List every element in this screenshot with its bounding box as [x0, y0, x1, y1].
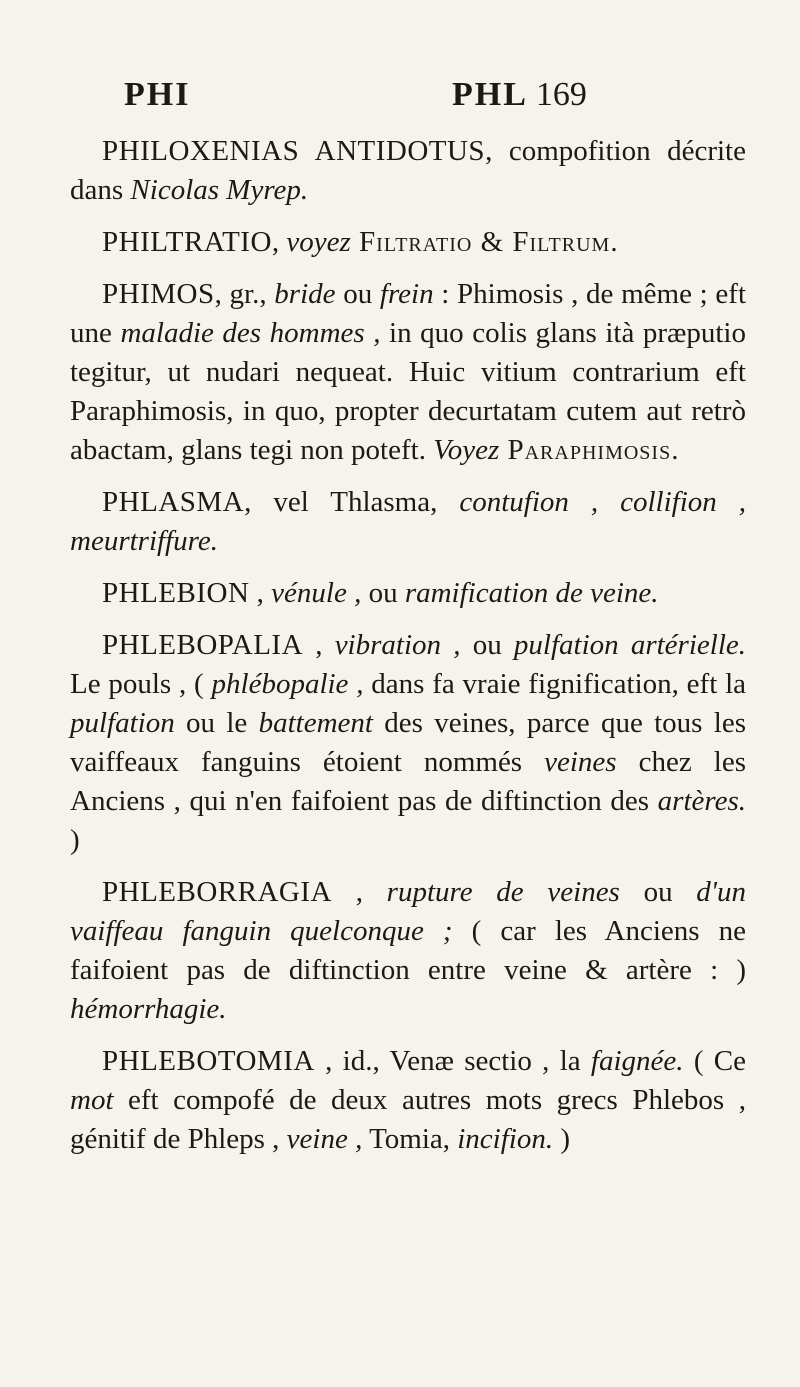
header-left-guide: PHI — [124, 76, 191, 113]
entry-phlebopalia — [70, 626, 746, 860]
entry-philtratio — [70, 223, 746, 262]
entry-text: ( car les Anciens ne faifoient pas de diftinction entre veine & artère : ) — [70, 915, 747, 986]
entry-text: , — [331, 876, 387, 908]
entry-text: ( Ce — [683, 1045, 746, 1077]
headword: PHILOXENIAS ANTIDOTUS — [102, 135, 486, 167]
entry-italic: artères. — [657, 785, 746, 817]
entry-text: in quo colis glans ità præputio tegitur, ut nudari nequeat. Huic vitium contrarium eft Paraphimosis, in quo, propter decurtatam cutem aut retrò abactam, glans tegi non poteft. — [70, 317, 746, 466]
entry-text: , id., Venæ sectio , la — [314, 1045, 591, 1077]
entry-list — [70, 132, 746, 1172]
entry-italic: Nicolas Myrep. — [130, 174, 309, 206]
entry-phlebotomia — [70, 1042, 746, 1159]
entry-text: ) — [70, 824, 80, 856]
entry-text: des veines, parce que tous les vaiffeaux fanguins étoient nommés — [70, 707, 746, 778]
entry-italic: voyez — [286, 226, 351, 258]
entry-phleborragia — [70, 873, 746, 1029]
header-right-word: PHL — [452, 76, 528, 113]
entry-italic: veines — [544, 746, 617, 778]
entry-italic: veine , — [286, 1123, 363, 1155]
entry-text: ou — [619, 876, 697, 908]
entry-text: , — [303, 629, 335, 661]
entry-italic: frein — [379, 278, 434, 310]
cross-reference: Filtratio & Filtrum. — [350, 226, 619, 258]
entry-text: : Phimosis , de même ; eft une — [70, 278, 747, 349]
headword: PHLEBORRAGIA — [102, 876, 332, 908]
entry-italic: faignée. — [590, 1045, 684, 1077]
entry-italic: contufion , collifion , meurtriffure. — [70, 486, 746, 557]
entry-text: , gr., — [214, 278, 275, 310]
entry-italic: rupture de veines — [386, 876, 620, 908]
headword: PHILTRATIO — [102, 226, 272, 258]
entry-italic: phlébopalie , — [211, 668, 364, 700]
entry-text: , compofition décrite dans — [70, 135, 746, 206]
cross-reference: Paraphimosis. — [499, 434, 680, 466]
entry-italic: battement — [258, 707, 373, 739]
entry-italic: hémorrhagie. — [70, 993, 227, 1025]
entry-text: eft compofé de deux autres mots grecs Phlebos , génitif de Phleps , — [70, 1084, 746, 1155]
entry-text: , vel Thlasma, — [244, 486, 460, 518]
entry-text: ou — [361, 577, 405, 609]
entry-italic: Voyez — [433, 434, 500, 466]
entry-text: ou — [460, 629, 514, 661]
entry-italic: pulfation artérielle. — [513, 629, 747, 661]
entry-italic: vénule , — [271, 577, 362, 609]
header-right-guide — [452, 76, 587, 114]
headword: PHLEBOTOMIA — [102, 1045, 315, 1077]
entry-text: Tomia, — [362, 1123, 458, 1155]
headword: PHIMOS — [102, 278, 215, 310]
entry-philoxenias — [70, 132, 746, 210]
entry-phlebion — [70, 574, 746, 613]
entry-text: Le pouls , ( — [70, 668, 212, 700]
entry-italic: ramification de veine. — [404, 577, 659, 609]
headword: PHLEBION — [102, 577, 250, 609]
entry-italic: maladie des hommes , — [120, 317, 381, 349]
entry-text: ) — [553, 1123, 571, 1155]
headword: PHLASMA — [102, 486, 245, 518]
entry-text: ou — [335, 278, 380, 310]
entry-italic: d'un vaiffeau fanguin quelconque ; — [70, 876, 746, 947]
entry-text: ou le — [174, 707, 259, 739]
entry-text: , — [249, 577, 272, 609]
entry-text: , — [271, 226, 287, 258]
entry-italic: mot — [70, 1084, 114, 1116]
entry-italic: bride — [274, 278, 336, 310]
entry-text: chez les Anciens , qui n'en faifoient pas de diftinction des — [70, 746, 746, 817]
entry-text: dans fa vraie fignification, eft la — [363, 668, 746, 700]
entry-italic: vibration , — [334, 629, 461, 661]
entry-phlasma — [70, 483, 746, 561]
running-header — [0, 76, 800, 120]
entry-phimos — [70, 275, 746, 470]
page-number: 169 — [535, 76, 587, 113]
entry-italic: incifion. — [457, 1123, 554, 1155]
headword: PHLEBOPALIA — [102, 629, 304, 661]
entry-italic: pulfation — [70, 707, 175, 739]
